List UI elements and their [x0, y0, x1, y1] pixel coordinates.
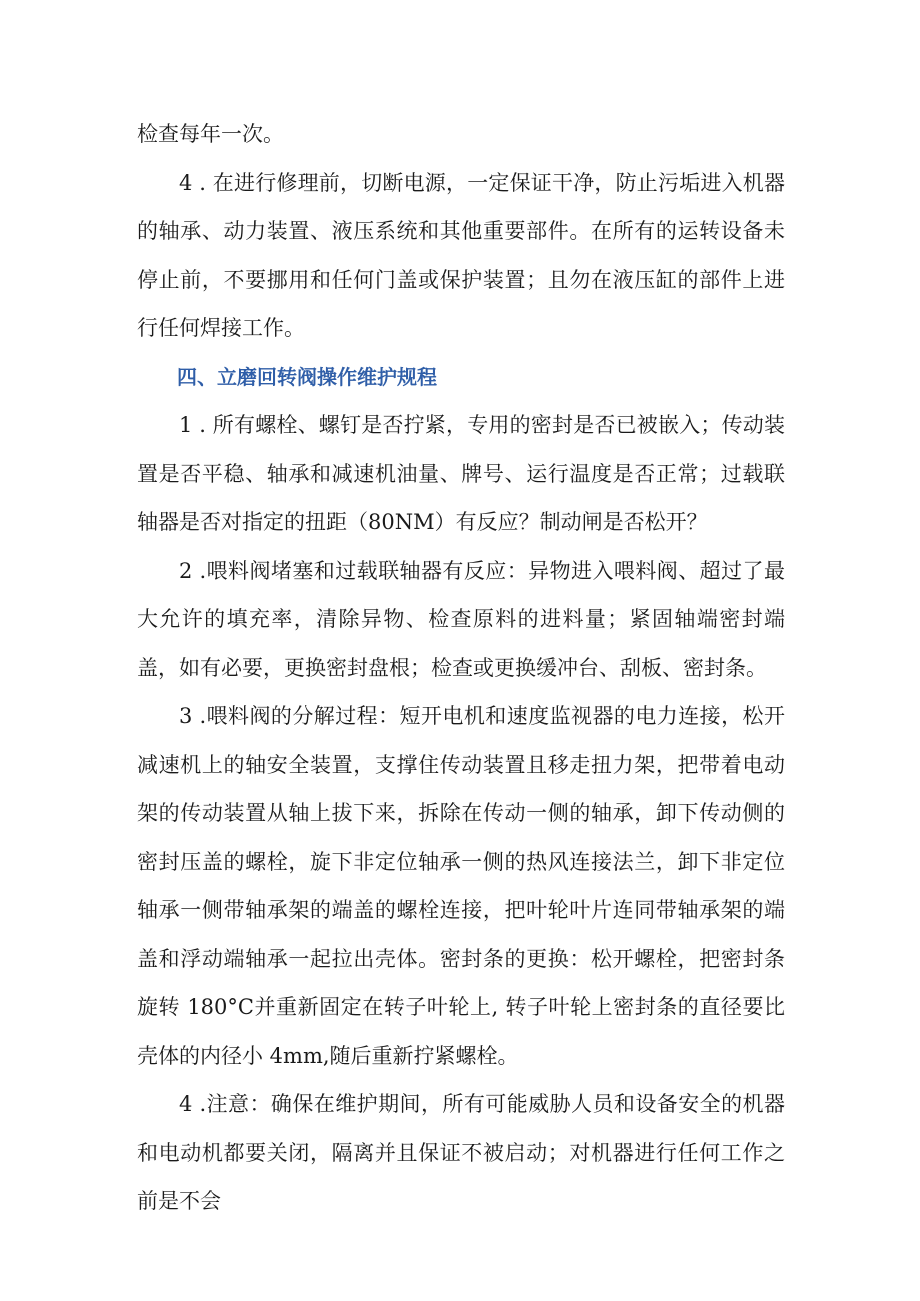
- paragraph-item-4-caution: 4 .注意：确保在维护期间，所有可能威胁人员和设备安全的机器和电动机都要关闭，隔离并且保证不被启动；对机器进行任何工作之前是不会: [137, 1092, 785, 1213]
- paragraph-continuation: 检查每年一次。: [137, 122, 284, 146]
- paragraph-item-3-disassembly: 3 .喂料阀的分解过程：短开电机和速度监视器的电力连接，松开减速机上的轴安全装置，支撑住传动装置且移走扭力架，把带着电动架的传动装置从轴上拔下来，拆除在传动一侧的轴承，卸下传动侧的密封压盖的螺栓，旋下非定位轴承一侧的热风连接法兰，卸下非定位轴承一侧带轴承架的端盖的螺栓连接，把叶轮叶片连同带轴承架的端盖和浮动端轴承一起拉出壳体。密封条的更换：松开螺栓，把密封条旋转 180°C并重新固定在转子叶轮上, 转子叶轮上密封条的直径要比壳体的内径小 4mm,随后重新拧紧螺栓。: [137, 704, 785, 1068]
- paragraph-item-1-bolts: 1 . 所有螺栓、螺钉是否拧紧，专用的密封是否已被嵌入；传动装置是否平稳、轴承和减速机油量、牌号、运行温度是否正常；过载联轴器是否对指定的扭距（80NM）有反应？制动闸是否松开？: [137, 413, 785, 534]
- section-heading: 四、立磨回转阀操作维护规程: [177, 364, 437, 389]
- paragraph-item-2-feed-valve: 2 .喂料阀堵塞和过载联轴器有反应：异物进入喂料阀、超过了最大允许的填充率，清除异物、检查原料的进料量；紧固轴端密封端盖，如有必要，更换密封盘根；检查或更换缓冲台、刮板、密封条。: [137, 558, 785, 680]
- paragraph-item-4-repair: 4 . 在进行修理前，切断电源，一定保证干净，防止污垢进入机器的轴承、动力装置、液压系统和其他重要部件。在所有的运转设备未停止前，不要挪用和任何门盖或保护装置；且勿在液压缸的部件上进行任何焊接工作。: [137, 170, 785, 340]
- document-body: [137, 110, 785, 1226]
